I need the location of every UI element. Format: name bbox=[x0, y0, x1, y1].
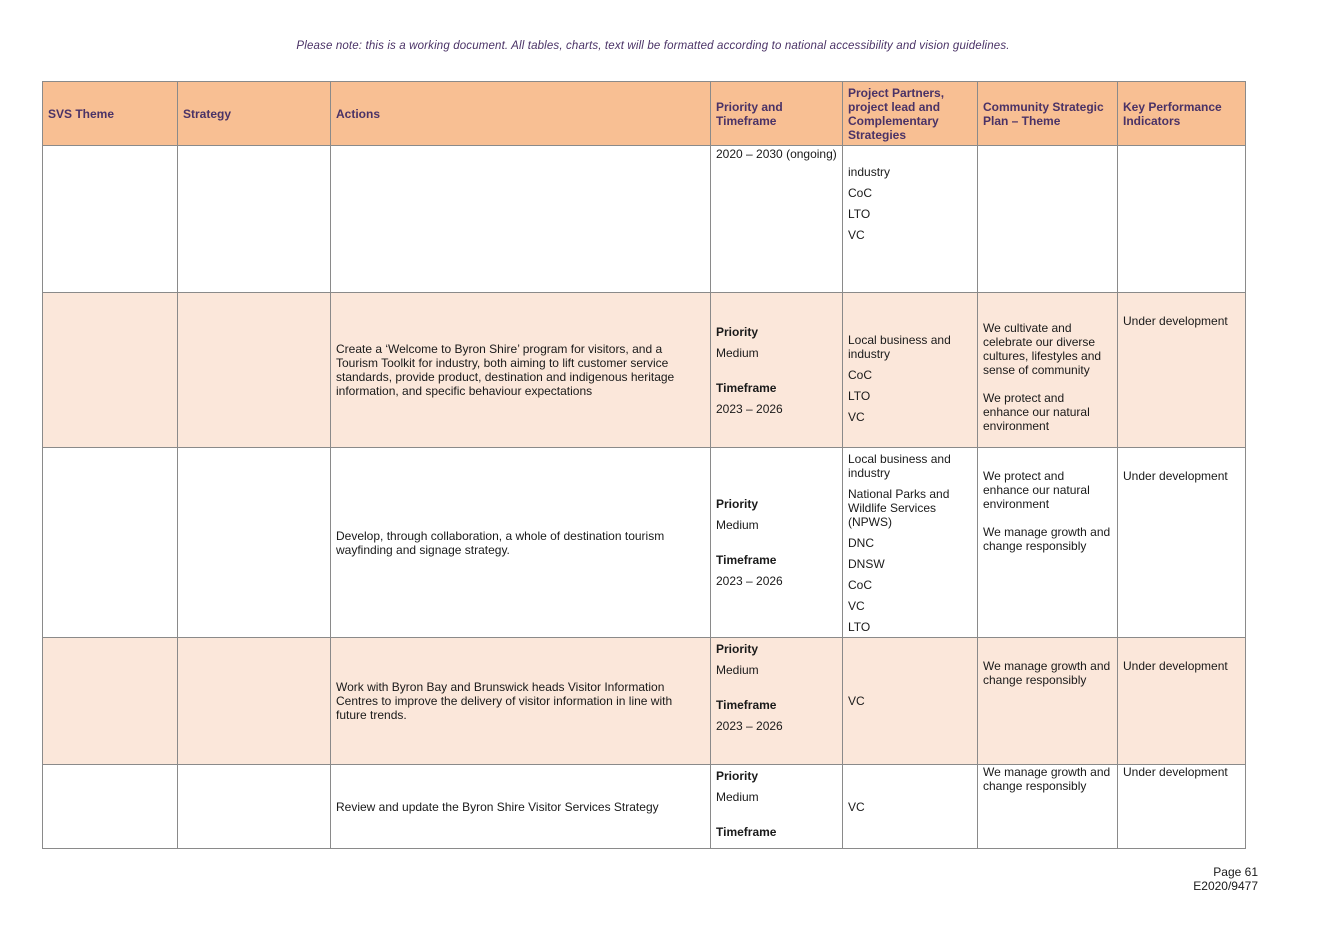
table-row bbox=[43, 448, 1246, 638]
kpi-cell bbox=[1118, 765, 1246, 849]
header-strategy: Strategy bbox=[178, 82, 331, 146]
csp-theme-cell bbox=[978, 765, 1118, 849]
table-row bbox=[43, 146, 1246, 293]
kpi-value: Under development bbox=[1123, 765, 1228, 779]
action-cell: Review and update the Byron Shire Visitor Services Strategy bbox=[331, 765, 711, 849]
partners-cell bbox=[843, 293, 978, 448]
csp-theme-item: We manage growth and change responsibly bbox=[983, 659, 1111, 687]
page-footer bbox=[1193, 865, 1258, 893]
partner-item: LTO bbox=[848, 619, 871, 634]
priority-value: Medium bbox=[716, 789, 759, 804]
timeframe-value: 2023 – 2026 bbox=[716, 574, 783, 588]
action-cell bbox=[331, 146, 711, 293]
action-cell: Develop, through collaboration, a whole of destination tourism wayfinding and signage strategy. bbox=[331, 448, 711, 638]
svs-theme-cell bbox=[43, 146, 178, 293]
kpi-cell bbox=[1118, 448, 1246, 638]
kpi-value: Under development bbox=[1123, 314, 1228, 328]
timeframe-label: Timeframe bbox=[716, 380, 777, 395]
timeframe-label: Timeframe bbox=[716, 824, 777, 839]
kpi-cell bbox=[1118, 638, 1246, 765]
partner-item: LTO bbox=[848, 206, 871, 221]
page-number: Page 61 bbox=[1213, 865, 1258, 879]
strategy-cell bbox=[178, 293, 331, 448]
partner-item: VC bbox=[848, 799, 865, 814]
partners-cell bbox=[843, 448, 978, 638]
table-row bbox=[43, 293, 1246, 448]
kpi-value: Under development bbox=[1123, 469, 1228, 483]
priority-label: Priority bbox=[716, 641, 759, 656]
csp-theme-item: We manage growth and change responsibly bbox=[983, 525, 1111, 553]
action-cell: Create a ‘Welcome to Byron Shire’ program for visitors, and a Tourism Toolkit for industry, both aiming to lift customer service standards, provide product, destination and indigenous heritage information, and specific behaviour expectations bbox=[331, 293, 711, 448]
partner-item: LTO bbox=[848, 388, 871, 403]
kpi-value: Under development bbox=[1123, 659, 1228, 673]
partner-item: CoC bbox=[848, 577, 873, 592]
timeframe-value: 2020 – 2030 (ongoing) bbox=[716, 147, 837, 161]
timeframe-value: 2023 – 2026 bbox=[716, 401, 783, 416]
svs-theme-cell bbox=[43, 448, 178, 638]
timeframe-label: Timeframe bbox=[716, 553, 777, 567]
partners-cell bbox=[843, 146, 978, 293]
table-row bbox=[43, 638, 1246, 765]
table-row bbox=[43, 765, 1246, 849]
partners-cell bbox=[843, 765, 978, 849]
csp-theme-cell bbox=[978, 448, 1118, 638]
kpi-cell bbox=[1118, 146, 1246, 293]
svs-theme-cell bbox=[43, 765, 178, 849]
table-header-row bbox=[43, 82, 1246, 146]
partner-item: National Parks and Wildlife Services (NPWS) bbox=[848, 486, 950, 529]
partner-item: DNSW bbox=[848, 556, 885, 571]
kpi-cell bbox=[1118, 293, 1246, 448]
partner-item: CoC bbox=[848, 185, 873, 200]
header-project-partners: Project Partners, project lead and Complementary Strategies bbox=[843, 82, 978, 146]
csp-theme-item: We manage growth and change responsibly bbox=[983, 765, 1111, 793]
priority-timeframe-cell bbox=[711, 765, 843, 849]
priority-timeframe-cell bbox=[711, 146, 843, 293]
partner-item: VC bbox=[848, 598, 865, 613]
priority-value: Medium bbox=[716, 345, 759, 360]
priority-value: Medium bbox=[716, 518, 759, 532]
priority-timeframe-cell bbox=[711, 638, 843, 765]
csp-theme-item: We cultivate and celebrate our diverse cultures, lifestyles and sense of community bbox=[983, 321, 1102, 377]
header-actions: Actions bbox=[331, 82, 711, 146]
partner-item: Local business and industry bbox=[848, 451, 951, 480]
priority-label: Priority bbox=[716, 768, 759, 783]
strategy-cell bbox=[178, 638, 331, 765]
header-kpi: Key Performance Indicators bbox=[1118, 82, 1246, 146]
action-cell: Work with Byron Bay and Brunswick heads Visitor Information Centres to improve the delivery of visitor information in line with future trends. bbox=[331, 638, 711, 765]
partner-item: VC bbox=[848, 409, 865, 424]
partner-item: Local business and industry bbox=[848, 332, 951, 361]
strategy-cell bbox=[178, 448, 331, 638]
partners-cell bbox=[843, 638, 978, 765]
priority-timeframe-cell bbox=[711, 293, 843, 448]
priority-label: Priority bbox=[716, 324, 759, 339]
priority-value: Medium bbox=[716, 662, 759, 677]
partner-item: DNC bbox=[848, 535, 874, 550]
action-plan-table bbox=[42, 81, 1246, 849]
csp-theme-cell bbox=[978, 146, 1118, 293]
partner-item: CoC bbox=[848, 367, 873, 382]
priority-timeframe-cell bbox=[711, 448, 843, 638]
svs-theme-cell bbox=[43, 293, 178, 448]
header-priority-timeframe: Priority and Timeframe bbox=[711, 82, 843, 146]
svs-theme-cell bbox=[43, 638, 178, 765]
timeframe-label: Timeframe bbox=[716, 697, 777, 712]
strategy-cell bbox=[178, 146, 331, 293]
working-document-note: Please note: this is a working document. All tables, charts, text will be formatted according to national accessibility and vision guidelines. bbox=[296, 40, 1010, 52]
priority-label: Priority bbox=[716, 497, 759, 511]
csp-theme-item: We protect and enhance our natural environment bbox=[983, 469, 1090, 511]
csp-theme-cell bbox=[978, 638, 1118, 765]
partner-item: VC bbox=[848, 227, 865, 242]
partner-item: VC bbox=[848, 694, 865, 708]
strategy-cell bbox=[178, 765, 331, 849]
header-svs-theme: SVS Theme bbox=[43, 82, 178, 146]
timeframe-value: 2023 – 2026 bbox=[716, 718, 783, 733]
header-csp-theme: Community Strategic Plan – Theme bbox=[978, 82, 1118, 146]
csp-theme-item: We protect and enhance our natural environment bbox=[983, 391, 1090, 433]
document-reference: E2020/9477 bbox=[1193, 879, 1258, 893]
partner-item: industry bbox=[848, 164, 891, 179]
csp-theme-cell bbox=[978, 293, 1118, 448]
